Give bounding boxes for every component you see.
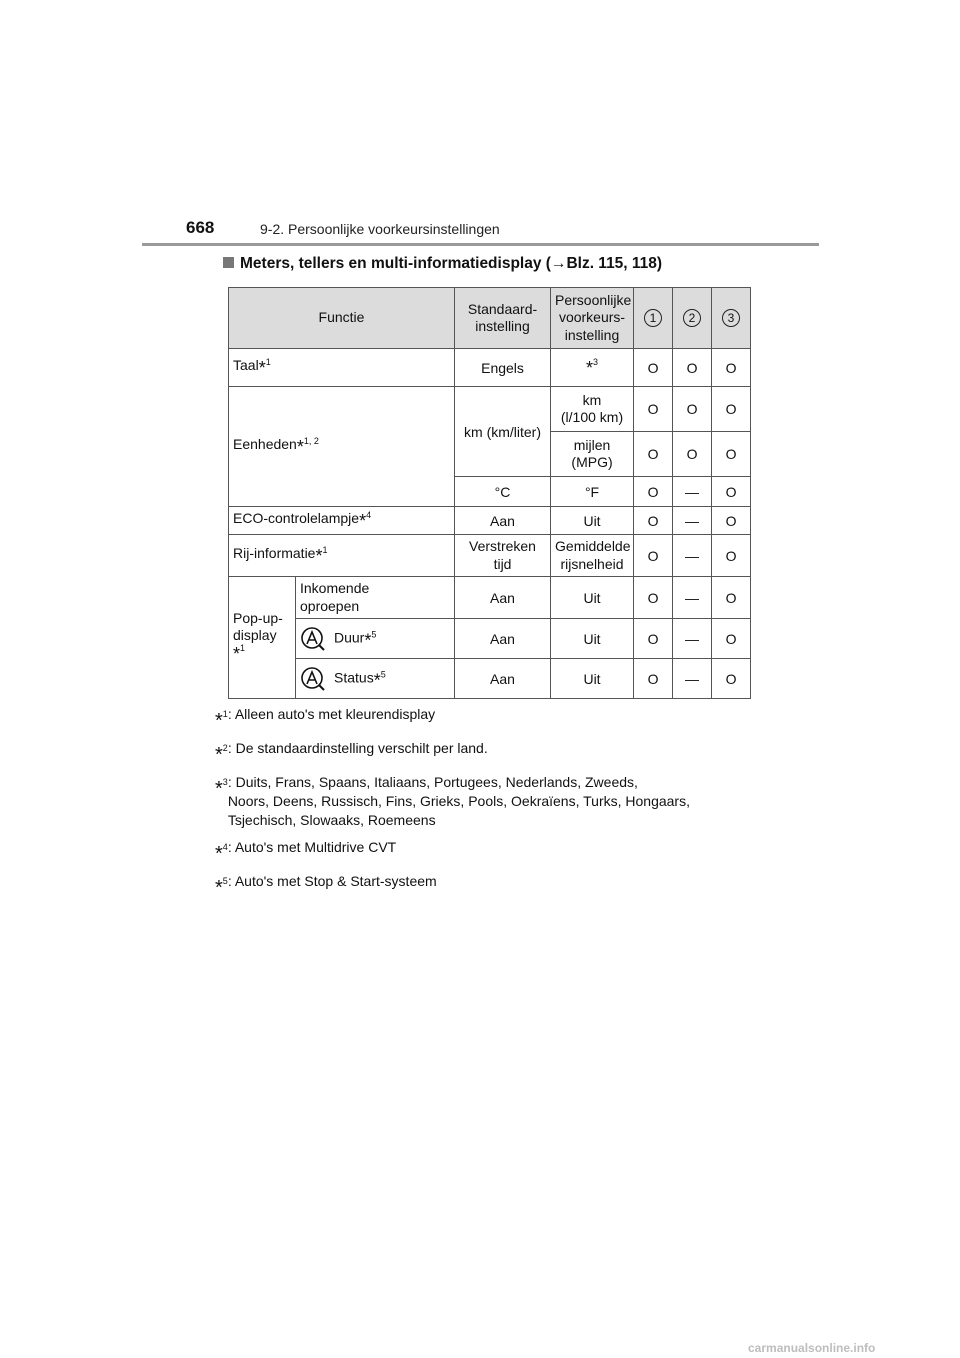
cell-mark: —: [673, 535, 712, 577]
circled-two-icon: 2: [683, 309, 701, 327]
square-bullet-icon: [223, 257, 234, 268]
cell-mark: O: [712, 577, 751, 619]
table-header-row: [229, 288, 751, 349]
footnote-item: [215, 705, 775, 731]
cell-mark: —: [673, 507, 712, 535]
asterisk-icon: *: [258, 357, 266, 378]
cell-custom: °F: [551, 477, 634, 507]
a-button-icon: [300, 626, 326, 652]
cell-custom: Uit: [551, 577, 634, 619]
cell-mark: O: [712, 659, 751, 699]
footnote-text: : Duits, Frans, Spaans, Italiaans, Portugees, Nederlands, Zweeds, Noors, Deens, Russisch, Fins, Grieks, Pools, Oekraïens, Turks, Hongaars, Tsjechisch, Slowaaks, Roemeens: [227, 774, 690, 828]
cell-mark: O: [712, 619, 751, 659]
table-row: [229, 619, 751, 659]
footnote-text: : Auto's met Stop & Start-systeem: [227, 873, 437, 889]
asterisk-icon: *: [215, 843, 223, 865]
footnote-text: : De standaardinstelling verschilt per land.: [227, 740, 488, 756]
cell-mark: —: [673, 619, 712, 659]
cell-default: Verstreken tijd: [455, 535, 551, 577]
footnote-mark: *$^4$: [215, 842, 228, 865]
circled-three-icon: 3: [722, 309, 740, 327]
cell-mark: O: [634, 619, 673, 659]
cell-mark: O: [634, 577, 673, 619]
watermark: carmanualsonline.info: [748, 1341, 876, 1355]
table-row: [229, 349, 751, 387]
asterisk-icon: *: [586, 357, 594, 378]
cell-default: °C: [455, 477, 551, 507]
cell-mark: O: [712, 432, 751, 477]
row-label-eco: ECO-controlelampje*$^4$: [229, 507, 455, 535]
cell-custom: *$^3$: [551, 349, 634, 387]
cell-mark: O: [673, 432, 712, 477]
cell-custom: Uit: [551, 619, 634, 659]
cell-mark: —: [673, 577, 712, 619]
table-row: [229, 535, 751, 577]
cell-mark: O: [712, 535, 751, 577]
row-label-status: Status*$^5$: [296, 659, 455, 699]
cell-default: Aan: [455, 659, 551, 699]
asterisk-icon: *: [373, 670, 381, 691]
cell-mark: O: [634, 507, 673, 535]
cell-default: Aan: [455, 507, 551, 535]
row-label-incoming: Inkomende oproepen: [296, 577, 455, 619]
circled-one-icon: 1: [644, 309, 662, 327]
footnote-mark: *$^1$: [215, 709, 228, 732]
cell-mark: O: [634, 659, 673, 699]
asterisk-icon: *: [215, 778, 223, 800]
row-label-rij: Rij-informatie*$^1$: [229, 535, 455, 577]
footnote-item: [215, 739, 775, 765]
cell-custom: km (l/100 km): [551, 387, 634, 432]
cell-custom: Gemiddelde rijsnelheid: [551, 535, 634, 577]
section-heading: Meters, tellers en multi-informatiedisplay (→Blz. 115, 118): [223, 255, 662, 273]
cell-mark: O: [712, 349, 751, 387]
footnote-mark: *$^2$: [215, 743, 228, 766]
cell-default: Aan: [455, 619, 551, 659]
cell-mark: —: [673, 659, 712, 699]
cell-mark: O: [634, 477, 673, 507]
cell-mark: O: [673, 387, 712, 432]
header-custom: Persoonlijke voorkeurs- instelling: [551, 288, 634, 349]
footnote-mark: *$^5$: [215, 876, 228, 899]
cell-mark: O: [634, 349, 673, 387]
row-label-eenheden: Eenheden*$^{1, 2}$: [229, 387, 455, 507]
cell-mark: O: [634, 535, 673, 577]
header-rule: [142, 243, 819, 246]
asterisk-icon: *: [364, 630, 372, 651]
table-row: [229, 659, 751, 699]
cell-mark: O: [712, 387, 751, 432]
asterisk-icon: *: [215, 710, 223, 732]
header-default: Standaard- instelling: [455, 288, 551, 349]
table-row: [229, 577, 751, 619]
cell-mark: O: [634, 432, 673, 477]
footnotes: [215, 705, 775, 906]
asterisk-icon: *: [215, 877, 223, 899]
asterisk-icon: *: [359, 510, 367, 531]
cell-default: Aan: [455, 577, 551, 619]
header-col-1: [634, 288, 673, 349]
row-label-popup: Pop-up- display *$^1$: [229, 577, 296, 699]
cell-mark: O: [712, 477, 751, 507]
header-col-2: [673, 288, 712, 349]
cell-mark: O: [634, 387, 673, 432]
header-col-3: [712, 288, 751, 349]
cell-custom: Uit: [551, 507, 634, 535]
footnote-text: : Auto's met Multidrive CVT: [227, 839, 397, 855]
header-function: Functie: [229, 288, 455, 349]
footnote-item: [215, 838, 775, 864]
asterisk-icon: *: [233, 643, 241, 664]
page-number: 668: [186, 218, 215, 237]
asterisk-icon: *: [315, 545, 323, 566]
footnote-item: [215, 872, 775, 898]
cell-default: Engels: [455, 349, 551, 387]
cell-default: km (km/liter): [455, 387, 551, 477]
asterisk-icon: *: [215, 744, 223, 766]
settings-table: [228, 287, 751, 699]
row-label-duur: Duur*$^5$: [296, 619, 455, 659]
asterisk-icon: *: [296, 436, 304, 457]
table-row: [229, 507, 751, 535]
row-label-taal: Taal*$^1$: [229, 349, 455, 387]
section-title: 9-2. Persoonlijke voorkeursinstellingen: [260, 221, 500, 237]
a-button-icon: [300, 666, 326, 692]
cell-mark: O: [673, 349, 712, 387]
cell-mark: —: [673, 477, 712, 507]
table-row: [229, 387, 751, 432]
cell-custom: Uit: [551, 659, 634, 699]
footnote-item: [215, 773, 775, 830]
cell-mark: O: [712, 507, 751, 535]
footnote-mark: *$^3$: [215, 777, 228, 800]
cell-custom: mijlen (MPG): [551, 432, 634, 477]
footnote-text: : Alleen auto's met kleurendisplay: [227, 706, 436, 722]
